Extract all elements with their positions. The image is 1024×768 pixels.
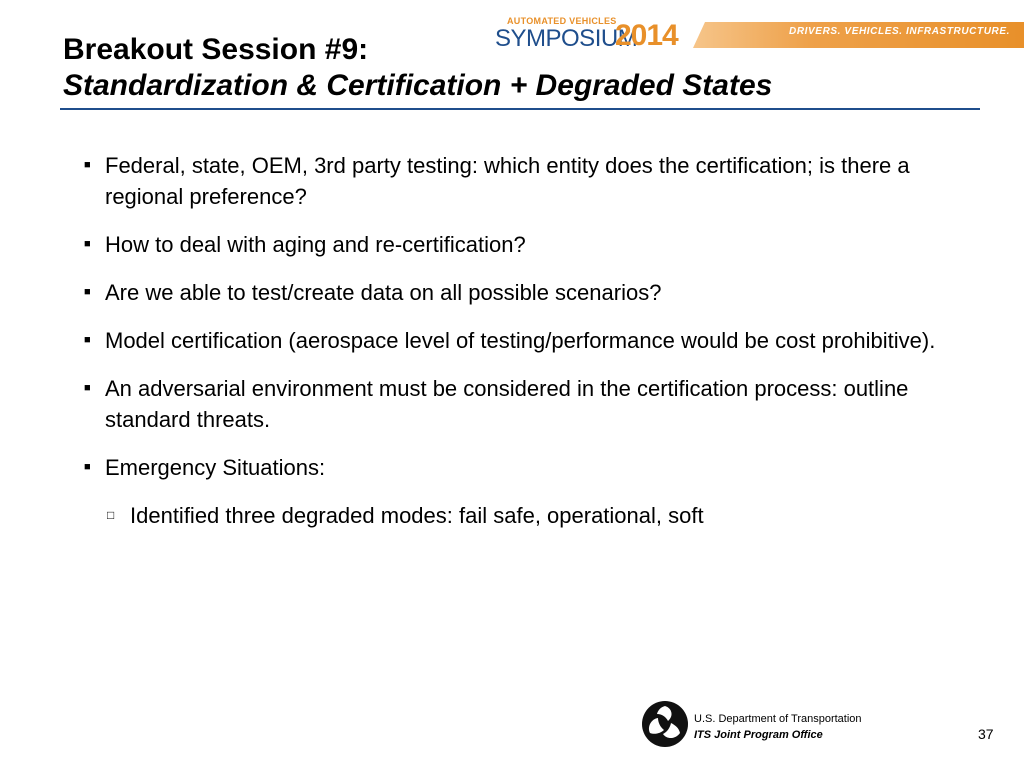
sub-bullet-item [80, 500, 980, 531]
symposium-logo [493, 14, 703, 54]
bullet-text: Model certification (aerospace level of testing/performance would be cost prohibitive). [105, 328, 936, 353]
footer-department: U.S. Department of Transportation [694, 713, 862, 725]
bullet-marker-icon: ■ [84, 159, 91, 171]
footer-office: ITS Joint Program Office [694, 729, 823, 741]
bullet-text: Are we able to test/create data on all possible scenarios? [105, 280, 662, 305]
title-line-2: Standardization & Certification + Degraded States [63, 69, 773, 102]
logo-year-text: 2014 [615, 19, 678, 52]
symposium-banner [493, 14, 1024, 54]
title-divider [60, 108, 980, 110]
bullet-marker-icon: ■ [84, 382, 91, 394]
bullet-item [80, 229, 980, 260]
bullet-item [80, 452, 980, 483]
bullet-marker-icon: ■ [84, 238, 91, 250]
bullet-item [80, 277, 980, 308]
bullet-list [80, 150, 980, 531]
bullet-item [80, 325, 980, 356]
bullet-marker-icon: ■ [84, 461, 91, 473]
footer-agency [694, 711, 862, 743]
logo-symposium-text: SYMPOSIUM [495, 25, 638, 52]
bullet-marker-icon: ■ [84, 334, 91, 346]
bullet-text: An adversarial environment must be considered in the certification process: outline standard threats. [105, 376, 909, 432]
title-line-1: Breakout Session #9: [63, 33, 369, 66]
sub-bullet-text: Identified three degraded modes: fail safe, operational, soft [130, 503, 704, 528]
bullet-text: Federal, state, OEM, 3rd party testing: which entity does the certification; is there a regional preference? [105, 153, 910, 209]
sub-bullet-marker-icon: □ [107, 508, 115, 522]
logo-top-text: AUTOMATED VEHICLES [507, 16, 617, 26]
bullet-item [80, 150, 980, 212]
banner-tagline: DRIVERS. VEHICLES. INFRASTRUCTURE. [789, 26, 1010, 37]
bullet-item [80, 373, 980, 435]
bullet-text: How to deal with aging and re-certification? [105, 232, 526, 257]
bullet-marker-icon: ■ [84, 286, 91, 298]
dot-triskelion-emblem-icon [641, 700, 689, 748]
page-number: 37 [978, 726, 994, 742]
bullet-text: Emergency Situations: [105, 455, 326, 480]
